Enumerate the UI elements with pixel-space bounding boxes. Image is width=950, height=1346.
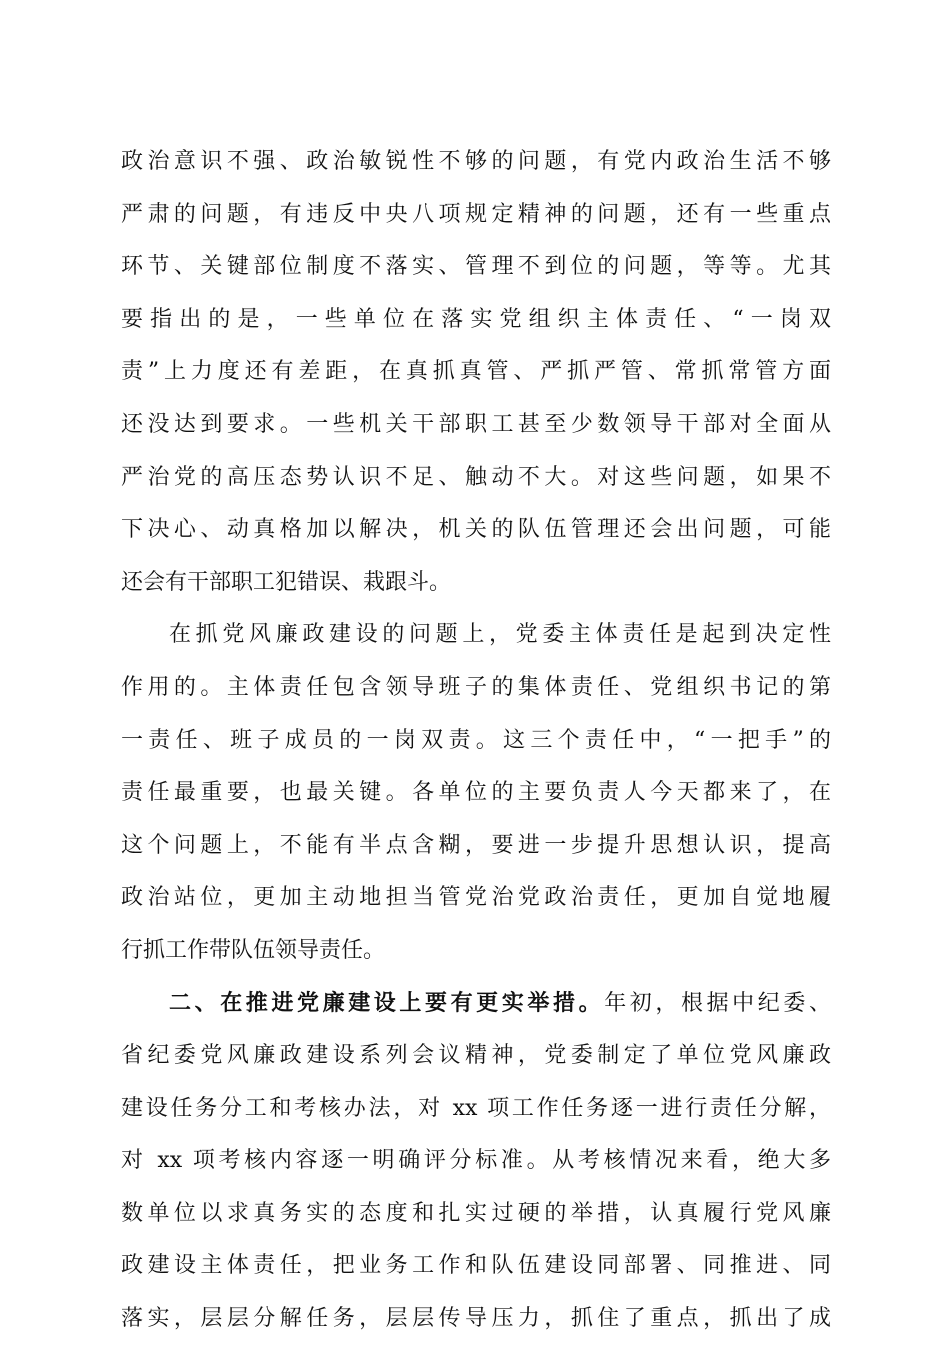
paragraph-line: 作用的。主体责任包含领导班子的集体责任、党组织书记的第 [121, 674, 831, 700]
document-body [121, 136, 831, 1346]
paragraph-line: 政治意识不强、政治敏锐性不够的问题，有党内政治生活不够 [121, 149, 831, 174]
paragraph-line: 还会有干部职工犯错误、栽跟斗。 [121, 569, 452, 595]
paragraph-line: 数单位以求真务实的态度和扎实过硬的举措，认真履行党风廉 [121, 1200, 831, 1226]
paragraph-line: 环节、关键部位制度不落实、管理不到位的问题，等等。尤其 [121, 254, 831, 280]
paragraph-line: 这个问题上，不能有半点含糊，要进一步提升思想认识，提高 [121, 832, 831, 858]
paragraph-line: 省纪委党风廉政建设系列会议精神，党委制定了单位党风廉政 [121, 1043, 831, 1069]
paragraph-line: 责任最重要，也最关键。各单位的主要负责人今天都来了，在 [121, 780, 831, 806]
paragraph-line: 对 xx 项考核内容逐一明确评分标准。从考核情况来看，绝大多 [121, 1148, 831, 1174]
paragraph-problems [121, 136, 831, 609]
paragraph-line: 下决心、动真格加以解决，机关的队伍管理还会出问题，可能 [121, 517, 831, 543]
paragraph-line: 严治党的高压态势认识不足、触动不大。对这些问题，如果不 [121, 464, 831, 490]
paragraph-measures [121, 978, 831, 1346]
paragraph-heading-line [121, 978, 831, 1031]
paragraph-line: 在抓党风廉政建设的问题上，党委主体责任是起到决定性 [169, 622, 831, 648]
paragraph-line: 责”上力度还有差距，在真抓真管、严抓严管、常抓常管方面 [121, 359, 831, 385]
paragraph-line: 建设任务分工和考核办法，对 xx 项工作任务逐一进行责任分解， [121, 1095, 831, 1121]
paragraph-line: 严肃的问题，有违反中央八项规定精神的问题，还有一些重点 [121, 201, 831, 227]
heading-line-rest: 年初，根据中纪委、 [604, 990, 831, 1016]
paragraph-line: 要指出的是，一些单位在落实党组织主体责任、“一岗双 [121, 306, 831, 332]
section-heading: 二、在推进党廉建设上要有更实举措。 [169, 990, 605, 1016]
paragraph-line: 落实，层层分解任务，层层传导压力，抓住了重点，抓出了成 [121, 1306, 831, 1332]
paragraph-line: 还没达到要求。一些机关干部职工甚至少数领导干部对全面从 [121, 411, 831, 437]
paragraph-line: 一责任、班子成员的一岗双责。这三个责任中，“一把手”的 [121, 727, 831, 753]
paragraph-line: 政治站位，更加主动地担当管党治党政治责任，更加自觉地履 [121, 885, 831, 911]
paragraph-responsibility [121, 609, 831, 977]
paragraph-line: 行抓工作带队伍领导责任。 [121, 937, 386, 963]
paragraph-line: 政建设主体责任，把业务工作和队伍建设同部署、同推进、同 [121, 1253, 831, 1279]
